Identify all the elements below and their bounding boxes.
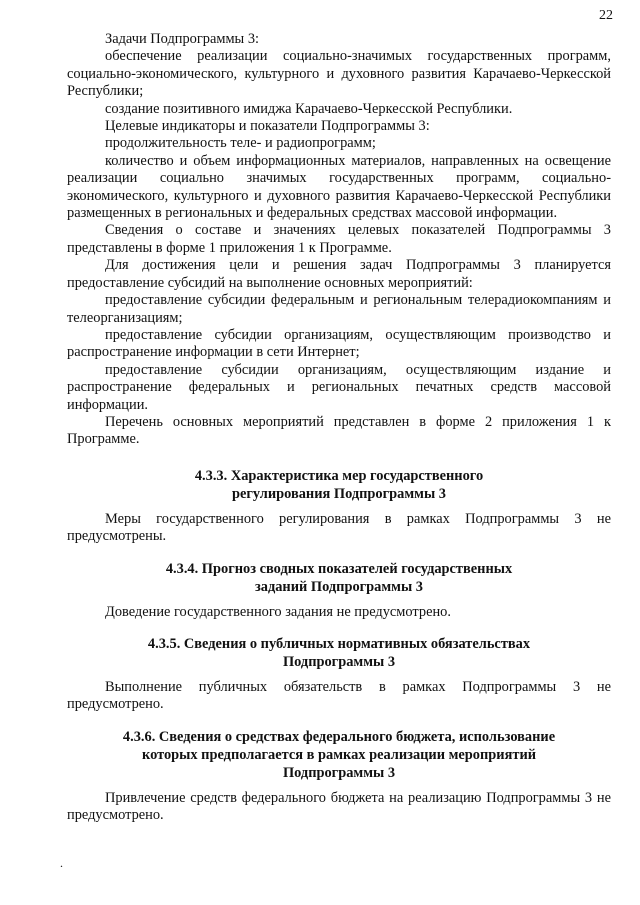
heading-line: регулирования Подпрограммы 3 (231, 485, 446, 502)
heading-line: 4.3.5. Сведения о публичных нормативных обязательствах (147, 635, 531, 652)
page-number: 22 (599, 8, 613, 23)
paragraph: предоставление субсидии организациям, осуществляющим издание и распространение федеральных и региональных печатных средств массовой информации. (67, 361, 611, 413)
section-heading-4-3-6 (67, 728, 611, 782)
heading-line: Подпрограммы 3 (282, 653, 396, 670)
heading-line: Подпрограммы 3 (282, 764, 396, 781)
paragraph: Выполнение публичных обязательств в рамках Подпрограммы 3 не предусмотрено. (67, 678, 611, 713)
paragraph: предоставление субсидии организациям, осуществляющим производство и распространение информации в сети Интернет; (67, 326, 611, 361)
heading-line: которых предполагается в рамках реализации мероприятий (141, 746, 537, 763)
paragraph: предоставление субсидии федеральным и региональным телерадиокомпаниям и телеорганизациям; (67, 292, 611, 326)
paragraph: Целевые индикаторы и показатели Подпрограммы 3: (105, 118, 430, 135)
paragraph: Задачи Подпрограммы 3: (105, 31, 260, 47)
heading-line: 4.3.3. Характеристика мер государственного (194, 467, 484, 484)
paragraph: продолжительность теле- и радиопрограмм; (105, 135, 376, 152)
paragraph: Меры государственного регулирования в рамках Подпрограммы 3 не предусмотрены. (67, 510, 611, 545)
paragraph: Привлечение средств федерального бюджета на реализацию Подпрограммы 3 не предусмотрено. (67, 789, 611, 824)
heading-line: 4.3.6. Сведения о средствах федерального бюджета, использование (122, 728, 556, 745)
section-heading-4-3-4 (67, 560, 611, 596)
paragraph: Доведение государственного задания не предусмотрено. (105, 603, 451, 620)
paragraph: количество и объем информационных материалов, направленных на освещение реализации социально значимых государственных программ, социально-экономического, культурного и духовного развития Карачаево-Черкесской Республики размещенных в региональных и федеральных средствах массовой информации. (67, 152, 611, 222)
heading-line: 4.3.4. Прогноз сводных показателей государственных (165, 560, 513, 577)
paragraph: обеспечение реализации социально-значимых государственных программ, социально-экономического, культурного и духовного развития Карачаево-Черкесской Республики; (67, 48, 611, 100)
paragraph: Перечень основных мероприятий представлен в форме 2 приложения 1 к Программе. (67, 413, 611, 448)
section-heading-4-3-3 (67, 467, 611, 503)
paragraph: создание позитивного имиджа Карачаево-Черкесской Республики. (105, 100, 513, 117)
document-body (67, 31, 611, 825)
footer-mark: . (60, 856, 63, 870)
paragraph: Для достижения цели и решения задач Подпрограммы 3 планируется предоставление субсидий на выполнение основных мероприятий: (67, 257, 611, 291)
heading-line: заданий Подпрограммы 3 (254, 578, 424, 595)
paragraph: Сведения о составе и значениях целевых показателей Подпрограммы 3 представлены в форме 1 приложения 1 к Программе. (67, 222, 611, 256)
section-heading-4-3-5 (67, 635, 611, 671)
